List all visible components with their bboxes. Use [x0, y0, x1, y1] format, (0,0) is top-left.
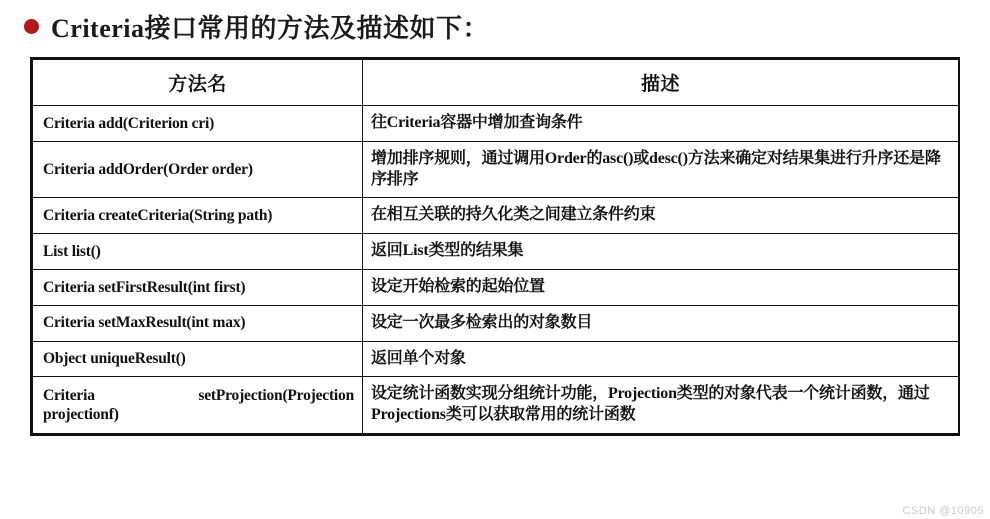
table-header-row	[33, 60, 959, 106]
bullet-dot-icon	[24, 19, 39, 34]
cell-method: Criteria setMaxResult(int max)	[33, 305, 363, 341]
cell-description: 往Criteria容器中增加查询条件	[363, 106, 959, 142]
page-title: Criteria接口常用的方法及描述如下：	[51, 14, 490, 43]
cell-method: List list()	[33, 234, 363, 270]
cell-description: 设定开始检索的起始位置	[363, 269, 959, 305]
cell-method-segment-left: Criteria	[43, 386, 95, 404]
column-header-method: 方法名	[33, 60, 363, 106]
cell-method	[33, 377, 363, 434]
cell-method: Criteria createCriteria(String path)	[33, 198, 363, 234]
table-row	[33, 106, 959, 142]
criteria-table-container	[30, 57, 960, 436]
cell-description: 设定统计函数实现分组统计功能，Projection类型的对象代表一个统计函数，通过Projections类可以获取常用的统计函数	[363, 377, 959, 434]
column-header-description: 描述	[363, 60, 959, 106]
slide-title-row	[0, 0, 990, 51]
table-row	[33, 377, 959, 434]
cell-method: Object uniqueResult()	[33, 341, 363, 377]
table-row	[33, 269, 959, 305]
table-row	[33, 234, 959, 270]
table-row	[33, 141, 959, 198]
cell-description: 增加排序规则，通过调用Order的asc()或desc()方法来确定对结果集进行升序还是降序排序	[363, 141, 959, 198]
cell-method-line2: projectionf)	[43, 406, 119, 424]
cell-description: 在相互关联的持久化类之间建立条件约束	[363, 198, 959, 234]
criteria-table	[32, 59, 959, 434]
cell-method: Criteria setFirstResult(int first)	[33, 269, 363, 305]
cell-description: 返回单个对象	[363, 341, 959, 377]
cell-method: Criteria add(Criterion cri)	[33, 106, 363, 142]
table-row	[33, 341, 959, 377]
watermark-text: CSDN @10905	[902, 505, 984, 517]
cell-method-segment-right: setProjection(Projection	[198, 386, 354, 404]
table-row	[33, 305, 959, 341]
cell-description: 返回List类型的结果集	[363, 234, 959, 270]
table-row	[33, 198, 959, 234]
cell-description: 设定一次最多检索出的对象数目	[363, 305, 959, 341]
cell-method-line1	[43, 386, 354, 405]
cell-method: Criteria addOrder(Order order)	[33, 141, 363, 198]
